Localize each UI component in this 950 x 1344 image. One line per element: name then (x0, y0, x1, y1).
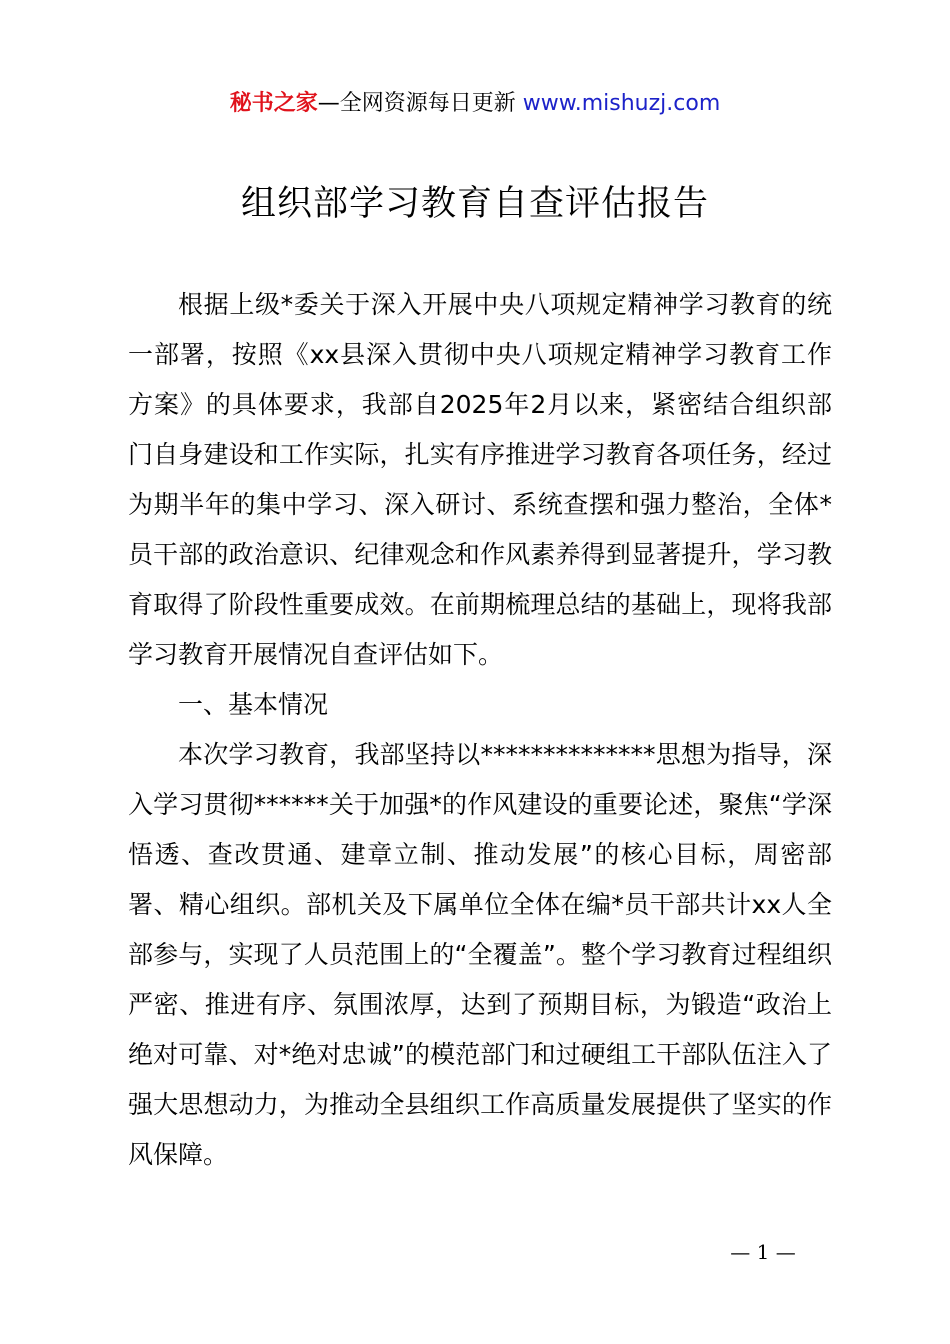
site-header (0, 86, 950, 122)
page-number: — 1 — (730, 1240, 796, 1264)
section-heading: 一、基本情况 (178, 690, 329, 719)
document-body (128, 280, 832, 1180)
document-title: 组织部学习教育自查评估报告 (240, 184, 709, 224)
site-url-link[interactable]: www.mishuzj.com (522, 91, 721, 116)
header-tagline: —全网资源每日更新 (317, 91, 523, 116)
brand-name: 秘书之家 (229, 91, 318, 116)
body-paragraph: 本次学习教育，我部坚持以**************思想为指导，深入学习贯彻******关于加强*的作风建设的重要论述，聚焦“学深悟透、查改贯通、建章立制、推动发展”的核心目标，周密部署、精心组织。部机关及下属单位全体在编*员干部共计xx人全部参与，实现了人员范围上的“全覆盖”。整个学习教育过程组织严密、推进有序、氛围浓厚，达到了预期目标，为锻造“政治上绝对可靠、对*绝对忠诚”的模范部门和过硬组工干部队伍注入了强大思想动力，为推动全县组织工作高质量发展提供了坚实的作风保障。 (128, 740, 832, 1169)
intro-paragraph: 根据上级*委关于深入开展中央八项规定精神学习教育的统一部署，按照《xx县深入贯彻中央八项规定精神学习教育工作方案》的具体要求，我部自2025年2月以来，紧密结合组织部门自身建设和工作实际，扎实有序推进学习教育各项任务，经过为期半年的集中学习、深入研讨、系统查摆和强力整治，全体*员干部的政治意识、纪律观念和作风素养得到显著提升，学习教育取得了阶段性重要成效。在前期梳理总结的基础上，现将我部学习教育开展情况自查评估如下。 (128, 290, 832, 669)
